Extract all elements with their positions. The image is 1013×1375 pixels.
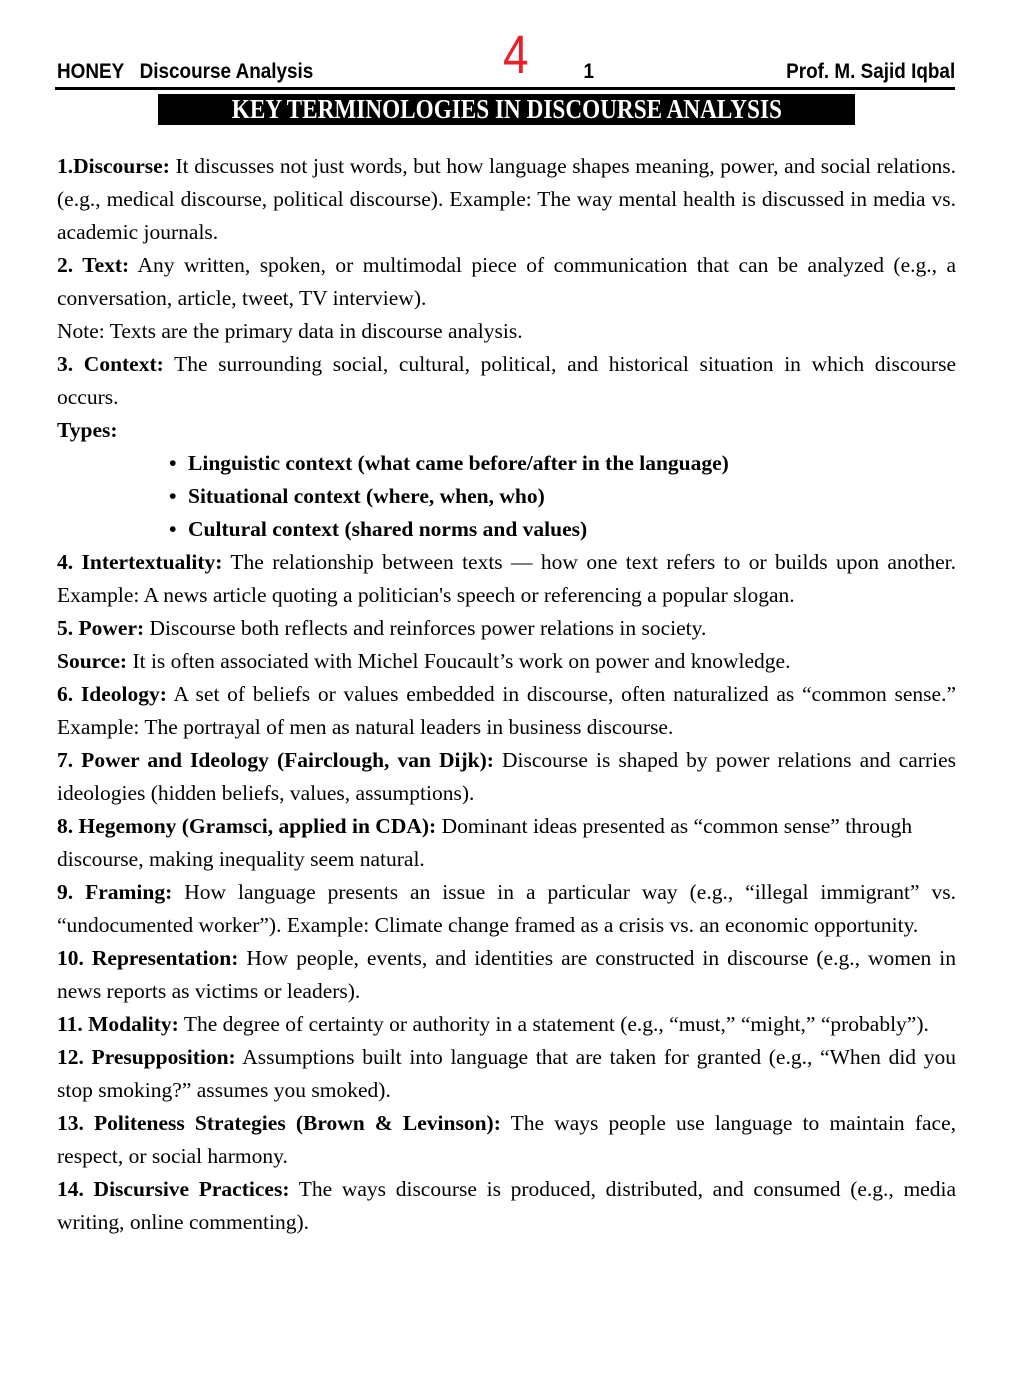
bullet-icon: • — [169, 484, 177, 508]
entry-hegemony — [57, 810, 956, 876]
entry-definition: Discourse both reflects and reinforces power relations in society. — [144, 616, 707, 640]
entry-term: 5. Power: — [57, 616, 145, 640]
handwritten-page-annotation: 4 — [503, 25, 529, 85]
entry-term: 6. Ideology: — [57, 682, 167, 706]
entry-definition: It is often associated with Michel Foucault’s work on power and knowledge. — [127, 649, 791, 673]
entry-discursive-practices — [57, 1173, 956, 1239]
entry-definition: The ways discourse is produced, distributed, and consumed (e.g., media writing, online commenting). — [57, 1177, 956, 1234]
entry-term: 11. Modality: — [57, 1012, 179, 1036]
entry-term: 12. Presupposition: — [57, 1045, 236, 1069]
entry-power — [57, 612, 956, 645]
entry-ideology — [57, 678, 956, 744]
entry-term: 7. Power and Ideology (Fairclough, van Dijk): — [57, 748, 494, 772]
entry-power-and-ideology — [57, 744, 956, 810]
list-item-text: Situational context (where, when, who) — [188, 484, 545, 508]
entry-definition: How people, events, and identities are constructed in discourse (e.g., women in news reports as victims or leaders). — [57, 946, 956, 1003]
title-banner — [158, 94, 855, 125]
header-author: Prof. M. Sajid Iqbal — [786, 60, 956, 83]
entry-definition: Discourse is shaped by power relations and carries ideologies (hidden beliefs, values, assumptions). — [57, 748, 956, 805]
entry-modality — [57, 1008, 956, 1041]
header-course-title: HONEY Discourse Analysis — [57, 60, 314, 83]
entry-term: 14. Discursive Practices: — [57, 1177, 290, 1201]
entry-term: 8. Hegemony (Gramsci, applied in CDA): — [57, 814, 437, 838]
entry-definition: The degree of certainty or authority in a statement (e.g., “must,” “might,” “probably”). — [178, 1012, 929, 1036]
header-divider — [55, 87, 955, 90]
context-types-list — [57, 447, 956, 546]
entry-term: 2. Text: — [57, 253, 130, 277]
entry-source — [57, 645, 956, 678]
entry-term: Types: — [57, 418, 118, 442]
bullet-icon: • — [169, 451, 177, 475]
bullet-icon: • — [169, 517, 177, 541]
entry-term: 9. Framing: — [57, 880, 173, 904]
context-types-label — [57, 414, 956, 447]
page-header — [57, 56, 956, 86]
header-page-number: 1 — [583, 60, 595, 83]
entry-note — [57, 315, 956, 348]
entry-term: 10. Representation: — [57, 946, 239, 970]
entry-definition: Note: Texts are the primary data in discourse analysis. — [57, 319, 523, 343]
entry-intertextuality — [57, 546, 956, 612]
entry-definition: The ways people use language to maintain face, respect, or social harmony. — [57, 1111, 956, 1168]
list-item — [57, 447, 956, 480]
list-item-text: Cultural context (shared norms and values) — [188, 517, 588, 541]
entry-framing — [57, 876, 956, 942]
entry-term: 1.Discourse: — [57, 154, 170, 178]
entry-definition: It discusses not just words, but how language shapes meaning, power, and social relations. (e.g., medical discourse, political discourse). Example: The way mental health is discussed in media vs. academic journals. — [57, 154, 956, 244]
entry-term: 13. Politeness Strategies (Brown & Levinson): — [57, 1111, 501, 1135]
entry-term: 4. Intertextuality: — [57, 550, 223, 574]
entry-definition: Dominant ideas presented as “common sense” through discourse, making inequality seem natural. — [57, 814, 913, 871]
entry-definition: Any written, spoken, or multimodal piece of communication that can be analyzed (e.g., a conversation, article, tweet, TV interview). — [57, 253, 956, 310]
entry-definition: A set of beliefs or values embedded in discourse, often naturalized as “common sense.” Example: The portrayal of men as natural leaders in business discourse. — [57, 682, 957, 739]
terminology-list — [57, 150, 956, 1239]
entry-text — [57, 249, 956, 315]
entry-context — [57, 348, 956, 414]
entry-presupposition — [57, 1041, 956, 1107]
list-item-text: Linguistic context (what came before/after in the language) — [188, 451, 729, 475]
entry-term: Source: — [57, 649, 128, 673]
entry-definition: How language presents an issue in a particular way (e.g., “illegal immigrant” vs. “undocumented worker”). Example: Climate change framed as a crisis vs. an economic opportunity. — [57, 880, 956, 937]
entry-term: 3. Context: — [57, 352, 164, 376]
entry-definition: The surrounding social, cultural, political, and historical situation in which discourse occurs. — [57, 352, 956, 409]
entry-definition: Assumptions built into language that are taken for granted (e.g., “When did you stop smoking?” assumes you smoked). — [57, 1045, 956, 1102]
entry-definition: The relationship between texts — how one text refers to or builds upon another. Example: A news article quoting a politician's speech or referencing a popular slogan. — [57, 550, 956, 607]
entry-politeness-strategies — [57, 1107, 956, 1173]
page-title: KEY TERMINOLOGIES IN DISCOURSE ANALYSIS — [231, 94, 782, 124]
list-item — [57, 480, 956, 513]
entry-representation — [57, 942, 956, 1008]
entry-discourse — [57, 150, 956, 249]
list-item — [57, 513, 956, 546]
